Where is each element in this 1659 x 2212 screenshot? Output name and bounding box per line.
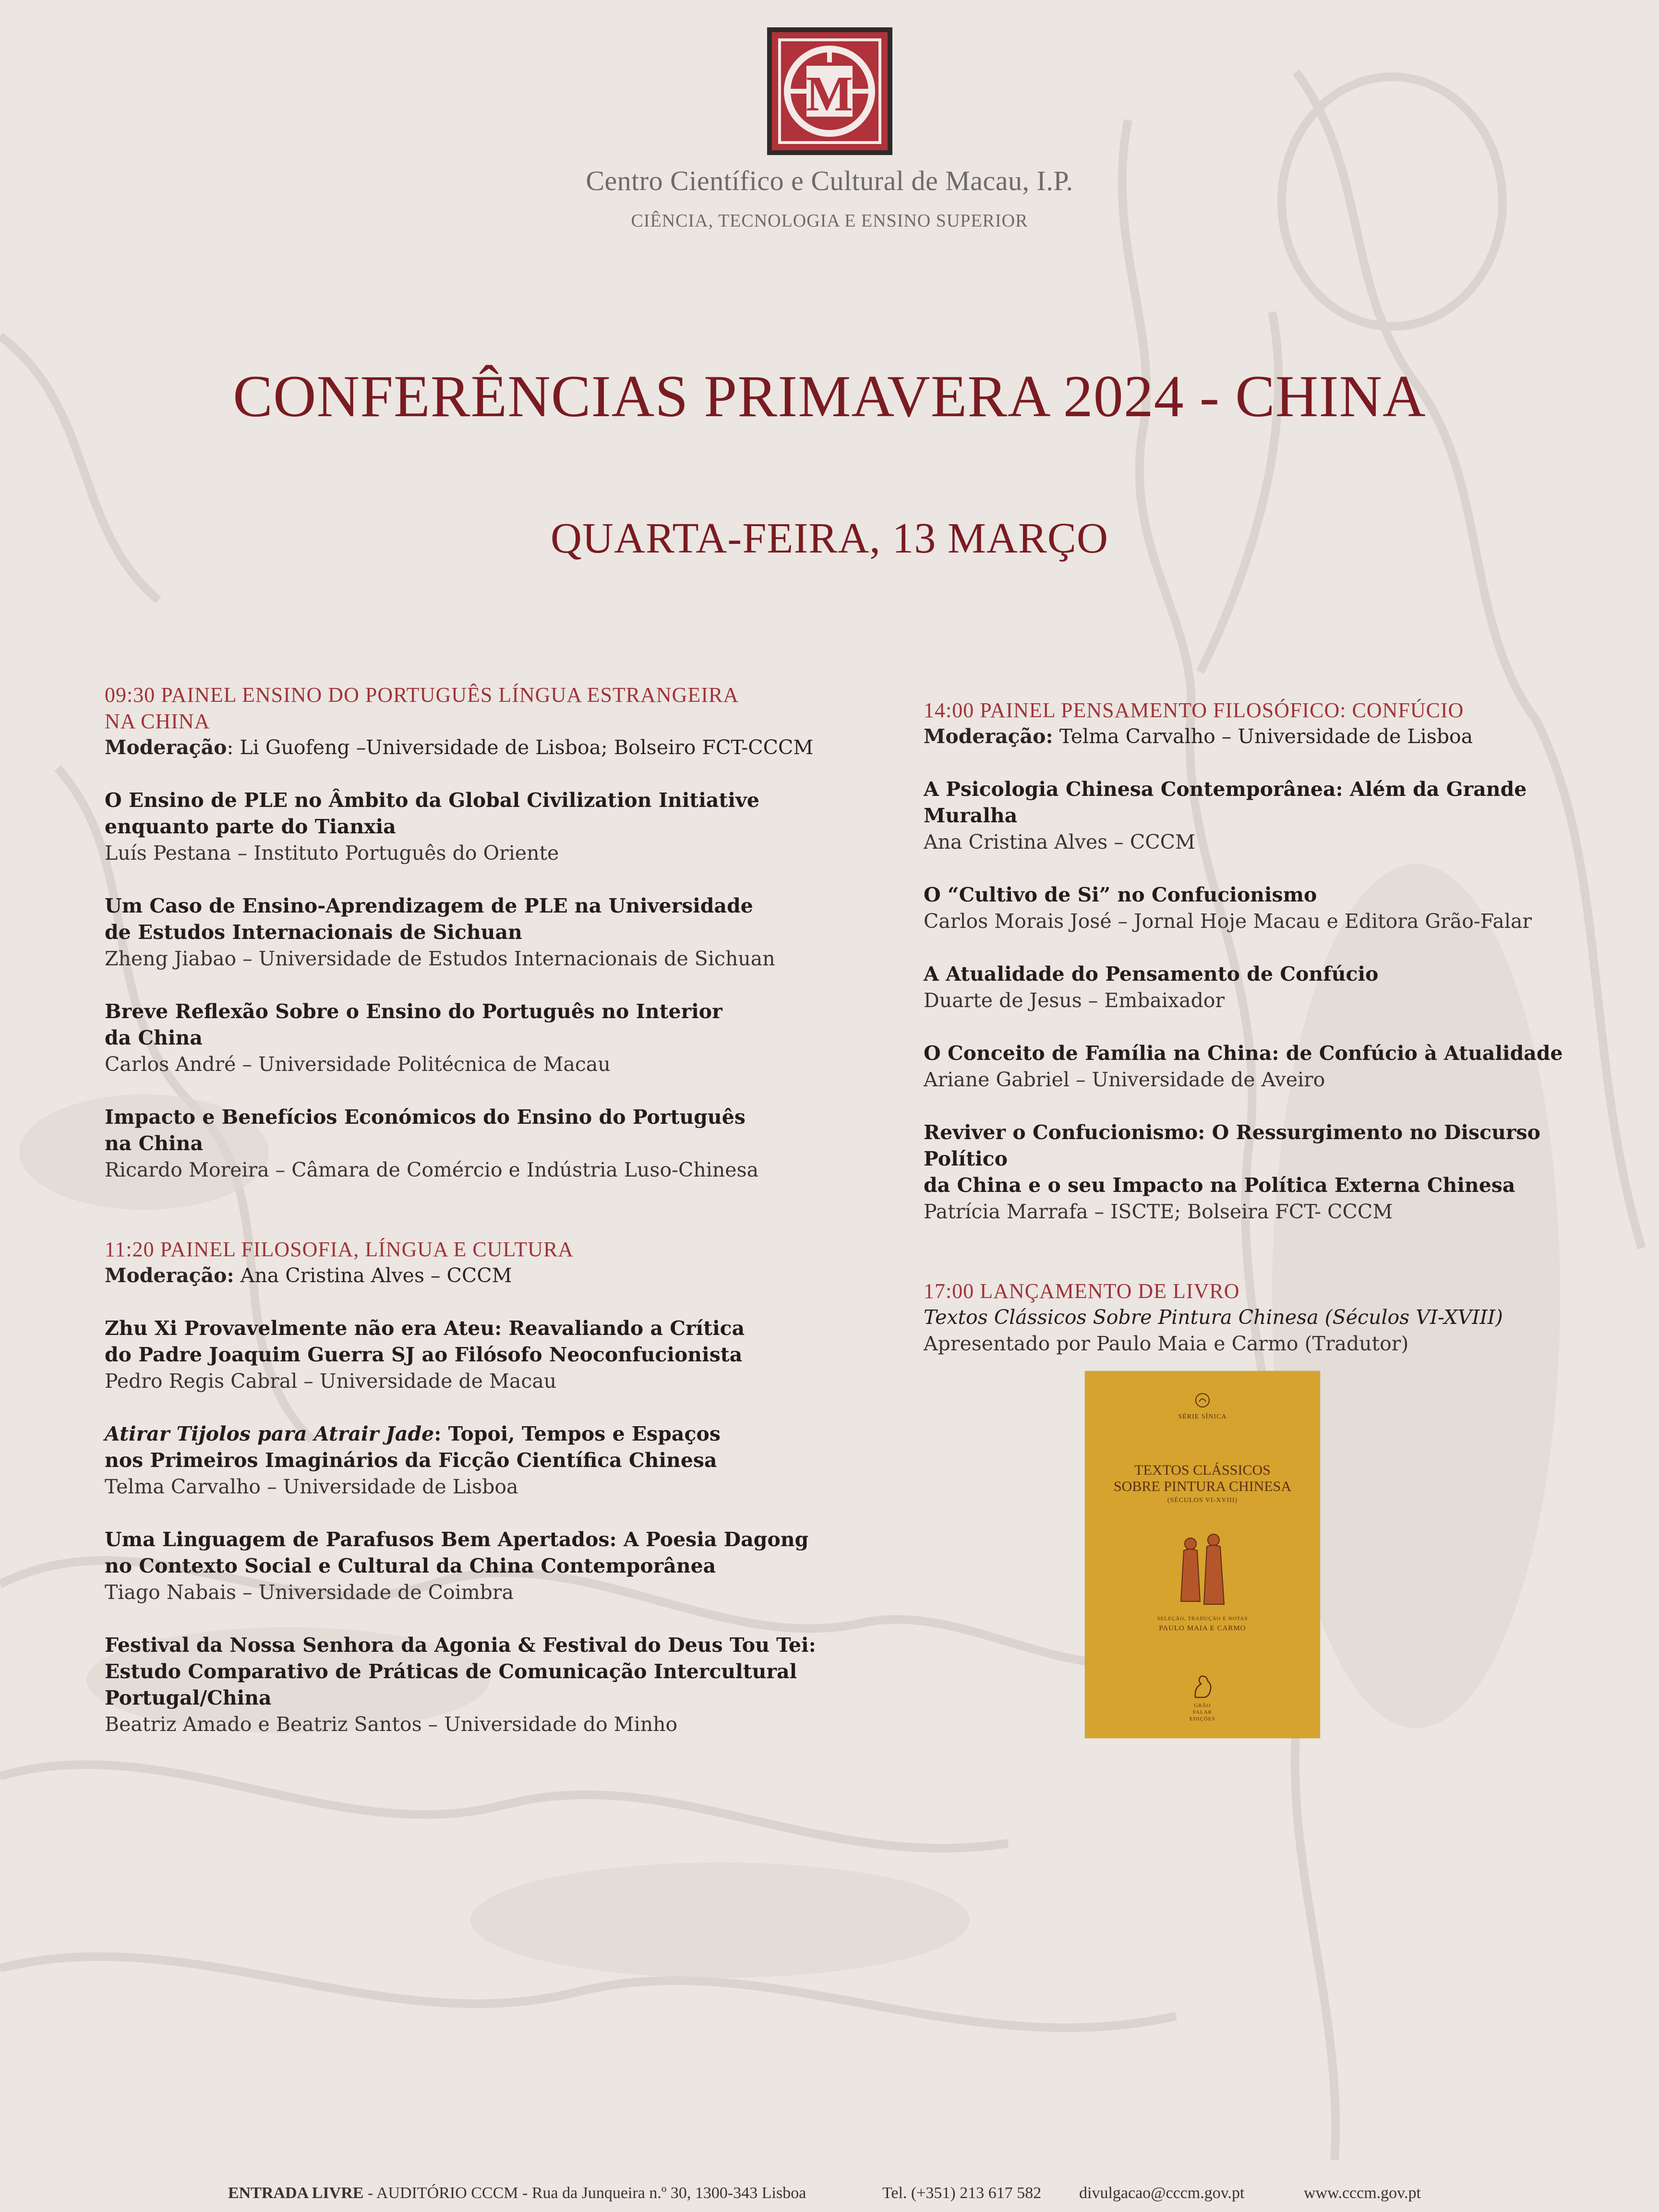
- moderation: [105, 734, 854, 761]
- talk-title-cont: no Contexto Social e Cultural da China Contemporânea: [105, 1554, 716, 1577]
- book-figures-illustration: [1171, 1529, 1234, 1611]
- talk-title: A Psicologia Chinesa Contemporânea: Além da Grande Muralha: [924, 778, 1527, 827]
- talk: [924, 961, 1596, 1014]
- talk-title: [105, 1421, 854, 1447]
- panel-heading: 11:20 PAINEL FILOSOFIA, LÍNGUA E CULTURA: [105, 1238, 574, 1261]
- publisher-line: EDIÇÕES: [1190, 1716, 1215, 1722]
- book-cover-subtitle: (SÉCULOS VI-XVIII): [1167, 1497, 1238, 1504]
- panel-heading-cont: NA CHINA: [105, 709, 210, 733]
- talk-speaker: Pedro Regis Cabral – Universidade de Macau: [105, 1370, 557, 1393]
- talk: [105, 1632, 854, 1738]
- talk-title-cont: Portugal/China: [105, 1686, 272, 1709]
- footer: [0, 2184, 1659, 2203]
- talk: [924, 1119, 1596, 1225]
- talk-speaker: Luís Pestana – Instituto Português do Oriente: [105, 842, 559, 865]
- series-emblem-icon: [1194, 1392, 1211, 1408]
- cccm-logo: [766, 26, 893, 156]
- moderation: [924, 723, 1596, 750]
- book-launch: [924, 1278, 1596, 1357]
- moderation-text: Ana Cristina Alves – CCCM: [234, 1264, 512, 1287]
- talk: [105, 787, 854, 866]
- book-author: PAULO MAIA E CARMO: [1159, 1624, 1246, 1632]
- talk-speaker: Duarte de Jesus – Embaixador: [924, 989, 1225, 1012]
- book-presenter: Apresentado por Paulo Maia e Carmo (Tradutor): [924, 1332, 1409, 1355]
- org-name: Centro Científico e Cultural de Macau, I.P.: [586, 165, 1073, 196]
- free-entry: ENTRADA LIVRE: [228, 2184, 364, 2202]
- publisher-line: FALAR: [1192, 1709, 1213, 1715]
- footer-email[interactable]: divulgacao@cccm.gov.pt: [1079, 2184, 1245, 2202]
- book-cover-title-line: TEXTOS CLÁSSICOS: [1134, 1462, 1271, 1478]
- moderation-label: Moderação:: [105, 1264, 234, 1287]
- book-cover-title: [1085, 1462, 1320, 1495]
- moderation-label: Moderação:: [924, 725, 1053, 748]
- talk-title-rest: : Topoi, Tempos e Espaços: [434, 1422, 721, 1445]
- talk: [105, 1104, 854, 1183]
- footer-phone: Tel. (+351) 213 617 582: [882, 2184, 1042, 2202]
- talk-title: Breve Reflexão Sobre o Ensino do Português no Interior: [105, 1000, 722, 1023]
- talk-title: O “Cultivo de Si” no Confucionismo: [924, 883, 1317, 906]
- org-subtitle: CIÊNCIA, TECNOLOGIA E ENSINO SUPERIOR: [631, 211, 1028, 231]
- event-date: QUARTA-FEIRA, 13 MARÇO: [551, 515, 1108, 562]
- book-cover: [1085, 1371, 1320, 1738]
- talk-speaker: Carlos André – Universidade Politécnica de Macau: [105, 1053, 611, 1076]
- right-column: [924, 697, 1596, 1357]
- svg-text:M: M: [805, 66, 853, 121]
- talk-title-cont: enquanto parte do Tianxia: [105, 815, 396, 838]
- talk-title-cont: na China: [105, 1132, 204, 1155]
- panel-heading: 14:00 PAINEL PENSAMENTO FILOSÓFICO: CONFÚCIO: [924, 698, 1464, 722]
- talk: [105, 1527, 854, 1606]
- talk-title-cont: do Padre Joaquim Guerra SJ ao Filósofo Neoconfucionista: [105, 1343, 743, 1366]
- talk-speaker: Ana Cristina Alves – CCCM: [924, 830, 1195, 854]
- talk-title-italic: Atirar Tijolos para Atrair Jade: [105, 1422, 434, 1445]
- talk: [105, 998, 854, 1078]
- talk-title: Uma Linguagem de Parafusos Bem Apertados: A Poesia Dagong: [105, 1528, 809, 1551]
- talk-title: Um Caso de Ensino-Aprendizagem de PLE na Universidade: [105, 894, 753, 917]
- talk-title: Reviver o Confucionismo: O Ressurgimento no Discurso Político: [924, 1121, 1540, 1170]
- talk: [105, 1315, 854, 1395]
- book-editor-note: SELEÇÃO, TRADUÇÃO E NOTAS: [1157, 1616, 1248, 1622]
- panel-confucio: [924, 697, 1596, 1225]
- footer-website[interactable]: www.cccm.gov.pt: [1304, 2184, 1421, 2202]
- talk: [924, 882, 1596, 935]
- panel-ensino: [105, 682, 854, 1183]
- talk-speaker: Zheng Jiabao – Universidade de Estudos Internacionais de Sichuan: [105, 947, 775, 970]
- talk-title-cont: de Estudos Internacionais de Sichuan: [105, 921, 522, 944]
- talk-title: Festival da Nossa Senhora da Agonia & Festival do Deus Tou Tei:: [105, 1634, 816, 1657]
- talk-speaker: Ricardo Moreira – Câmara de Comércio e Indústria Luso-Chinesa: [105, 1158, 759, 1181]
- header: [0, 26, 1659, 231]
- event-title: CONFERÊNCIAS PRIMAVERA 2024 - CHINA: [233, 363, 1426, 429]
- book-cover-title-line: SOBRE PINTURA CHINESA: [1113, 1479, 1292, 1494]
- talk-title-cont: nos Primeiros Imaginários da Ficção Científica Chinesa: [105, 1449, 717, 1472]
- talk-title-cont: da China: [105, 1026, 203, 1049]
- panel-heading: 09:30 PAINEL ENSINO DO PORTUGUÊS LÍNGUA ESTRANGEIRA: [105, 683, 739, 707]
- talk-speaker: Ariane Gabriel – Universidade de Aveiro: [924, 1068, 1325, 1091]
- talk-speaker: Carlos Morais José – Jornal Hoje Macau e Editora Grão-Falar: [924, 910, 1532, 933]
- talk-title: A Atualidade do Pensamento de Confúcio: [924, 962, 1379, 986]
- venue-address: - AUDITÓRIO CCCM - Rua da Junqueira n.º 30, 1300-343 Lisboa: [363, 2184, 806, 2202]
- panel-filosofia: [105, 1236, 854, 1738]
- footer-venue: [228, 2184, 806, 2202]
- talk-title-cont: da China e o seu Impacto na Política Externa Chinesa: [924, 1174, 1515, 1197]
- book-series: SÉRIE SÍNICA: [1178, 1413, 1227, 1420]
- talk-title-cont: Estudo Comparativo de Práticas de Comunicação Intercultural: [105, 1660, 797, 1683]
- talk: [924, 776, 1596, 855]
- moderation-text: Telma Carvalho – Universidade de Lisboa: [1053, 725, 1473, 748]
- talk-speaker: Patrícia Marrafa – ISCTE; Bolseira FCT- CCCM: [924, 1200, 1393, 1223]
- talk: [105, 1421, 854, 1500]
- talk-speaker: Tiago Nabais – Universidade de Coimbra: [105, 1581, 514, 1604]
- talk-title: Impacto e Benefícios Económicos do Ensino do Português: [105, 1106, 745, 1129]
- talk: [924, 1040, 1596, 1093]
- talk-title: Zhu Xi Provavelmente não era Ateu: Reavaliando a Crítica: [105, 1317, 745, 1340]
- moderation-text: : Li Guofeng –Universidade de Lisboa; Bolseiro FCT-CCCM: [227, 736, 814, 759]
- panel-heading: 17:00 LANÇAMENTO DE LIVRO: [924, 1279, 1240, 1303]
- publisher-line: GRÃO: [1194, 1703, 1211, 1708]
- moderation-label: Moderação: [105, 736, 227, 759]
- talk-speaker: Telma Carvalho – Universidade de Lisboa: [105, 1475, 518, 1498]
- talk-speaker: Beatriz Amado e Beatriz Santos – Universidade do Minho: [105, 1713, 678, 1736]
- talk-title: O Ensino de PLE no Âmbito da Global Civilization Initiative: [105, 789, 759, 812]
- book-publisher: [1085, 1702, 1320, 1722]
- publisher-logo-icon: [1190, 1673, 1214, 1700]
- talk-title: O Conceito de Família na China: de Confúcio à Atualidade: [924, 1042, 1563, 1065]
- talk: [105, 893, 854, 972]
- left-column: [105, 682, 854, 1738]
- moderation: [105, 1262, 854, 1289]
- book-title: Textos Clássicos Sobre Pintura Chinesa (Séculos VI-XVIII): [924, 1306, 1503, 1329]
